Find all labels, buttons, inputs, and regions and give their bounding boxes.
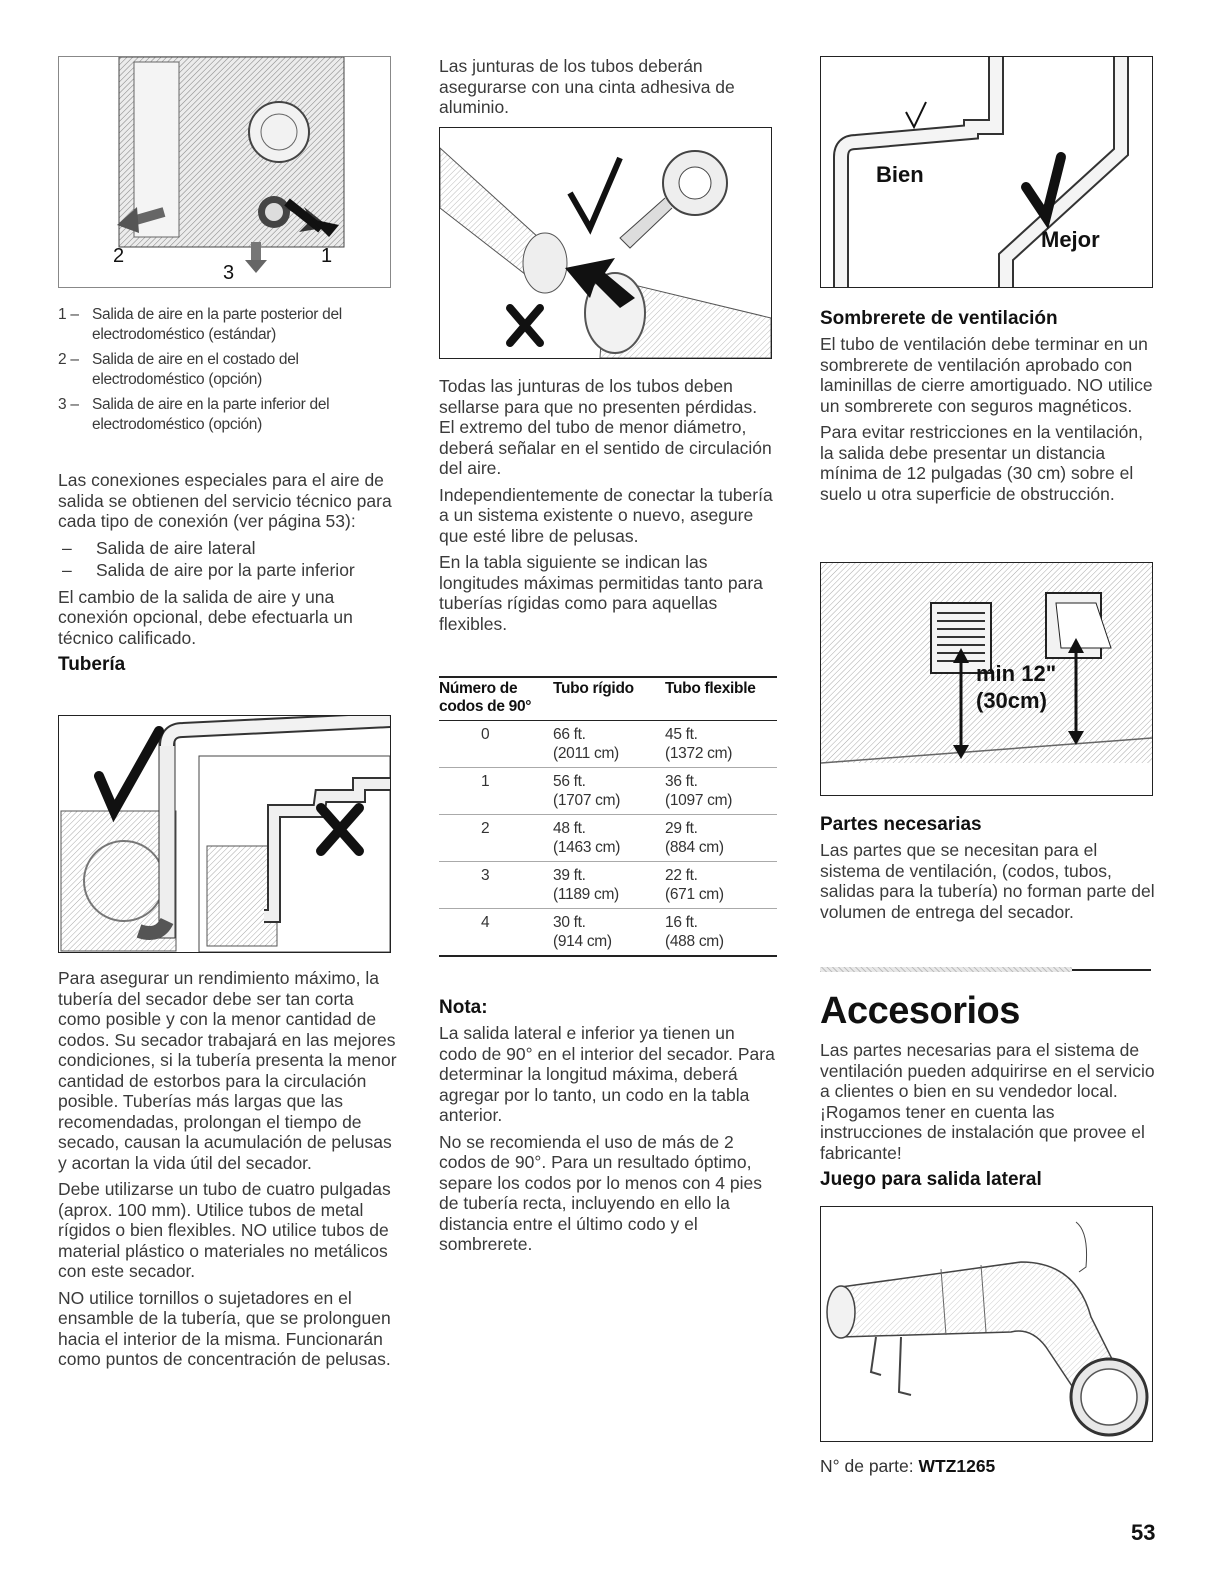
page-number: 53 [1131, 1520, 1156, 1545]
col3-text-partes [820, 812, 1155, 928]
screws-warning-text: NO utilice tornillos o sujetadores en el ensamble de la tubería, que se prolonguen hacia el interior de la misma. Funcionarán como puntos de concentración de pelusas. [58, 1287, 391, 1369]
table-row: 4 30 ft. (914 cm) 16 ft. (488 cm) [439, 909, 777, 957]
min-clearance-illustration [821, 563, 1152, 795]
legend-item: 3 – Salida de aire en la parte inferior del electrodoméstico (opción) [58, 396, 330, 433]
header-elbows: Número de codos de 90° [439, 680, 532, 715]
accesorios-rule [820, 967, 1072, 972]
part-number-label: N° de parte: [820, 1456, 914, 1476]
accesorios-rule-line [1072, 969, 1151, 971]
legend-item: 1 – Salida de aire en la parte posterior del electrodoméstico (estándar) [58, 306, 342, 343]
legend-item: 2 – Salida de aire en el costado del electrodoméstico (opción) [58, 351, 299, 388]
header-rigid: Tubo rígido [553, 680, 634, 697]
table-row: 0 66 ft. (2011 cm) 45 ft. (1372 cm) [439, 721, 777, 768]
tube-size-text: Debe utilizarse un tubo de cuatro pulgadas (aprox. 100 mm). Utilice tubos de metal rígidos o bien flexibles. NO utilice tubos de material plástico o materiales no metálicos con este secador. [58, 1179, 391, 1281]
partes-heading: Partes necesarias [820, 814, 982, 835]
bien-mejor-illustration [821, 57, 1152, 287]
pipe-routing-illustration [59, 716, 390, 952]
fig1-label-1: 1 [321, 245, 333, 267]
table-row: 3 39 ft. (1189 cm) 22 ft. (671 cm) [439, 862, 777, 909]
option-item: – Salida de aire lateral [62, 537, 256, 558]
figure-pipe-routing [58, 715, 391, 953]
col3-text-top [820, 306, 1155, 510]
independent-text: Independientemente de conectar la tubería a un sistema existente o nuevo, asegure que esté libre de pelusas. [439, 484, 773, 546]
length-table-container [439, 676, 777, 957]
figure-dryer-outlets [58, 56, 391, 288]
seal-text: Todas las junturas de los tubos deben sellarse para que no presenten pérdidas. El extremo del tubo de menor diámetro, deberá señalar en el sentido de circulación del aire. [439, 376, 772, 478]
sombrerete-text: El tubo de ventilación debe terminar en un sombrerete de ventilación aprobado con laminillas de cierre amortiguado. NO utilice un sombrerete con seguros magnéticos. [820, 334, 1153, 416]
side-exhaust-kit-illustration [821, 1207, 1152, 1441]
figure-min-clearance [820, 562, 1153, 796]
dryer-outlets-illustration [59, 57, 390, 287]
min-label-inches: min 12" [976, 661, 1057, 686]
col1-text-bottom [58, 968, 398, 1376]
partes-text: Las partes que se necesitan para el sistema de ventilación, (codos, tubos, salidas para la tubería) no forman parte del volumen de entrega del secador. [820, 840, 1155, 922]
fig1-label-3: 3 [223, 262, 235, 284]
outlet-legend [58, 305, 393, 440]
option-item: – Salida de aire por la parte inferior [62, 560, 355, 580]
juego-heading: Juego para salida lateral [820, 1169, 1042, 1190]
fig1-label-2: 2 [113, 245, 125, 267]
figure-tape-joint [439, 127, 772, 359]
part-number-line [820, 1456, 995, 1477]
table-row: 2 48 ft. (1463 cm) 29 ft. (884 cm) [439, 815, 777, 862]
accesorios-title: Accesorios [820, 990, 1020, 1032]
nota-heading: Nota: [439, 997, 488, 1018]
mejor-label: Mejor [1041, 227, 1100, 252]
header-flexible: Tubo flexible [665, 680, 756, 697]
table-intro-text: En la tabla siguiente se indican las longitudes máximas permitidas tanto para tuberías rígidas como para aquellas flexibles. [439, 552, 763, 634]
part-number-value: WTZ1265 [918, 1456, 996, 1476]
bien-label: Bien [876, 162, 924, 187]
col2-text-mid [439, 376, 774, 640]
tape-joint-illustration [440, 128, 771, 358]
figure-side-exhaust-kit [820, 1206, 1153, 1442]
col3-text-accesorios [820, 1040, 1158, 1195]
length-table [439, 678, 777, 957]
min-label-cm: (30cm) [976, 688, 1047, 713]
col2-text-top [439, 56, 774, 124]
max-performance-text: Para asegurar un rendimiento máximo, la tubería del secador debe ser tan corta como posible y con la menor cantidad de codos. Su secador trabajará en las mejores condiciones, si la tubería presenta la menor cantidad de estorbos para la circulación posible. Tuberías más largas que las recomendadas, prolongan el tiempo de secado, causan la acumulación de pelusas y acortan la vida útil del secador. [58, 968, 397, 1173]
col1-text-top [58, 470, 393, 680]
tuberia-heading: Tubería [58, 654, 126, 675]
nota-text-2: No se recomienda el uso de más de 2 codos de 90°. Para un resultado óptimo, separe los codos por lo menos con 4 pies de tubería recta, incluyendo en ello la distancia entre el último codo y el sombrerete. [439, 1131, 762, 1254]
figure-bien-mejor [820, 56, 1153, 288]
restrictions-text: Para evitar restricciones en la ventilación, la salida debe presentar un distancia mínima de 12 pulgadas (30 cm) sobre el suelo u otra superficie de obstrucción. [820, 422, 1143, 504]
sombrerete-heading: Sombrerete de ventilación [820, 308, 1058, 329]
special-connections-text: Las conexiones especiales para el aire de salida se obtienen del servicio técnico para cada tipo de conexión (ver página 53): [58, 470, 392, 531]
table-row: 1 56 ft. (1707 cm) 36 ft. (1097 cm) [439, 768, 777, 815]
accesorios-text: Las partes necesarias para el sistema de ventilación pueden adquirirse en el servicio a clientes o bien en su vendedor local. ¡Rogamos tener en cuenta las instrucciones de instalación que provee el fabricante! [820, 1040, 1155, 1163]
nota-text-1: La salida lateral e inferior ya tienen un codo de 90° en el interior del secador. Para determinar la longitud máxima, deberá agregar por lo tanto, un codo en la tabla anterior. [439, 1023, 775, 1125]
change-note-text: El cambio de la salida de aire y una conexión opcional, debe efectuarla un técnico calificado. [58, 586, 353, 648]
tape-text: Las junturas de los tubos deberán asegurarse con una cinta adhesiva de aluminio. [439, 56, 735, 117]
col2-text-bottom [439, 995, 777, 1261]
